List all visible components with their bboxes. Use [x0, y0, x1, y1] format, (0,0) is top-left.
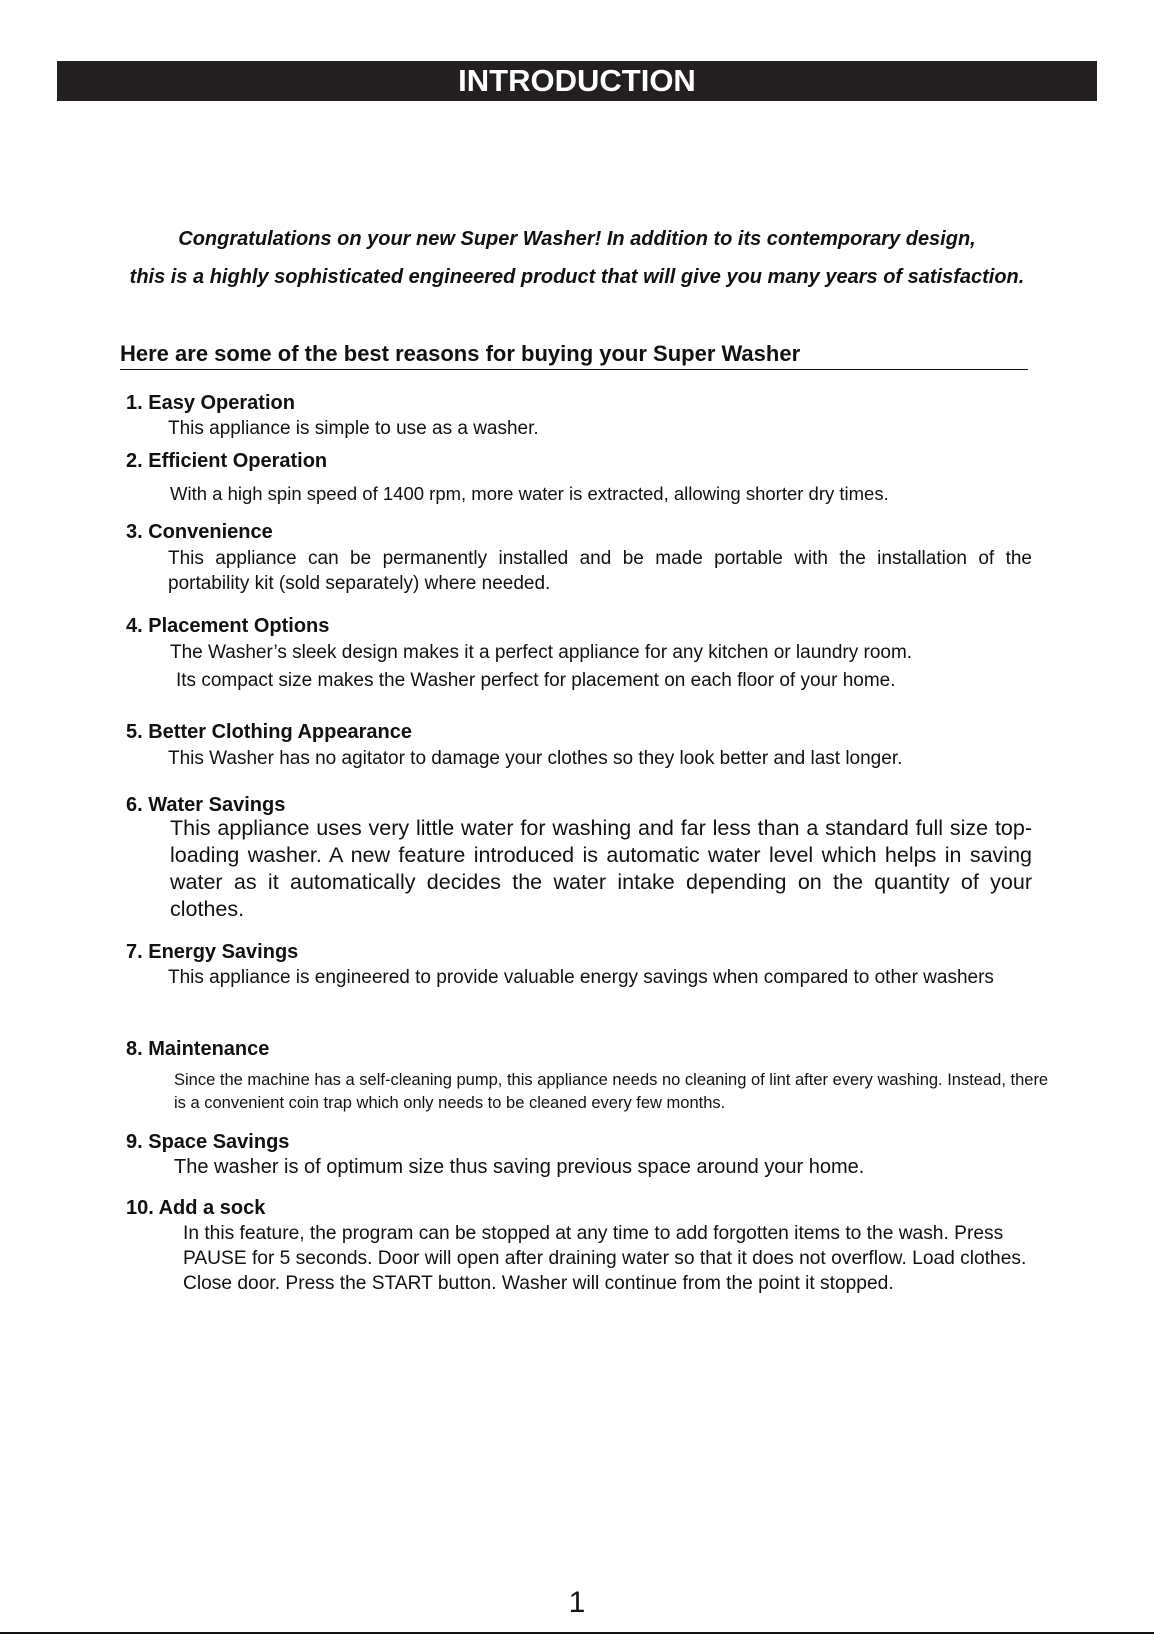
item-body-efficient-operation: With a high spin speed of 1400 rpm, more water is extracted, allowing shorter dry times. — [170, 483, 889, 504]
item-title-placement-options: 4. Placement Options — [126, 615, 330, 637]
item-title-add-a-sock: 10. Add a sock — [126, 1197, 266, 1219]
item-title-space-savings: 9. Space Savings — [126, 1131, 290, 1153]
item-body-water-savings: This appliance uses very little water for washing and far less than a standard full size top-loading washer. A new feature introduced is automatic water level which helps in saving water as it automatically decides the water intake depending on the quantity of your clothes. — [170, 816, 1032, 921]
item-title-maintenance: 8. Maintenance — [126, 1038, 270, 1060]
intro-paragraph — [0, 220, 1154, 296]
item-body-better-clothing-appearance: This Washer has no agitator to damage your clothes so they look better and last longer. — [168, 748, 903, 769]
page-number: 1 — [568, 1586, 586, 1619]
reasons-heading: Here are some of the best reasons for buying your Super Washer — [120, 339, 1028, 370]
intro-line-2: this is a highly sophisticated engineered product that will give you many years of satisfaction. — [129, 266, 1025, 288]
item-body-placement-options-line2: Its compact size makes the Washer perfect for placement on each floor of your home. — [176, 670, 896, 691]
item-body-convenience: This appliance can be permanently installed and be made portable with the installation of the portability kit (sold separately) where needed. — [168, 548, 1032, 594]
item-title-easy-operation: 1. Easy Operation — [126, 392, 295, 414]
item-body-energy-savings: This appliance is engineered to provide valuable energy savings when compared to other washers — [168, 967, 994, 988]
item-title-convenience: 3. Convenience — [126, 521, 273, 543]
item-body-space-savings: The washer is of optimum size thus saving previous space around your home. — [174, 1156, 865, 1178]
item-title-water-savings: 6. Water Savings — [126, 794, 286, 816]
item-title-better-clothing-appearance: 5. Better Clothing Appearance — [126, 721, 412, 743]
item-body-easy-operation: This appliance is simple to use as a washer. — [168, 418, 539, 439]
page-title: INTRODUCTION — [57, 61, 1097, 101]
item-body-placement-options-line1: The Washer’s sleek design makes it a perfect appliance for any kitchen or laundry room. — [170, 642, 913, 663]
item-body-maintenance: Since the machine has a self-cleaning pump, this appliance needs no cleaning of lint after every washing. Instead, there is a convenient coin trap which only needs to be cleaned every few months. — [174, 1071, 1049, 1112]
item-title-efficient-operation: 2. Efficient Operation — [126, 450, 328, 472]
item-body-add-a-sock: In this feature, the program can be stopped at any time to add forgotten items to the wash. Press PAUSE for 5 seconds. Door will open after draining water so that it does not overflow. Load clothes. Close door. Press the START button. Washer will continue from the point it stopped. — [183, 1223, 1027, 1294]
item-title-energy-savings: 7. Energy Savings — [126, 941, 299, 963]
intro-line-1: Congratulations on your new Super Washer! In addition to its contemporary design, — [178, 228, 976, 250]
